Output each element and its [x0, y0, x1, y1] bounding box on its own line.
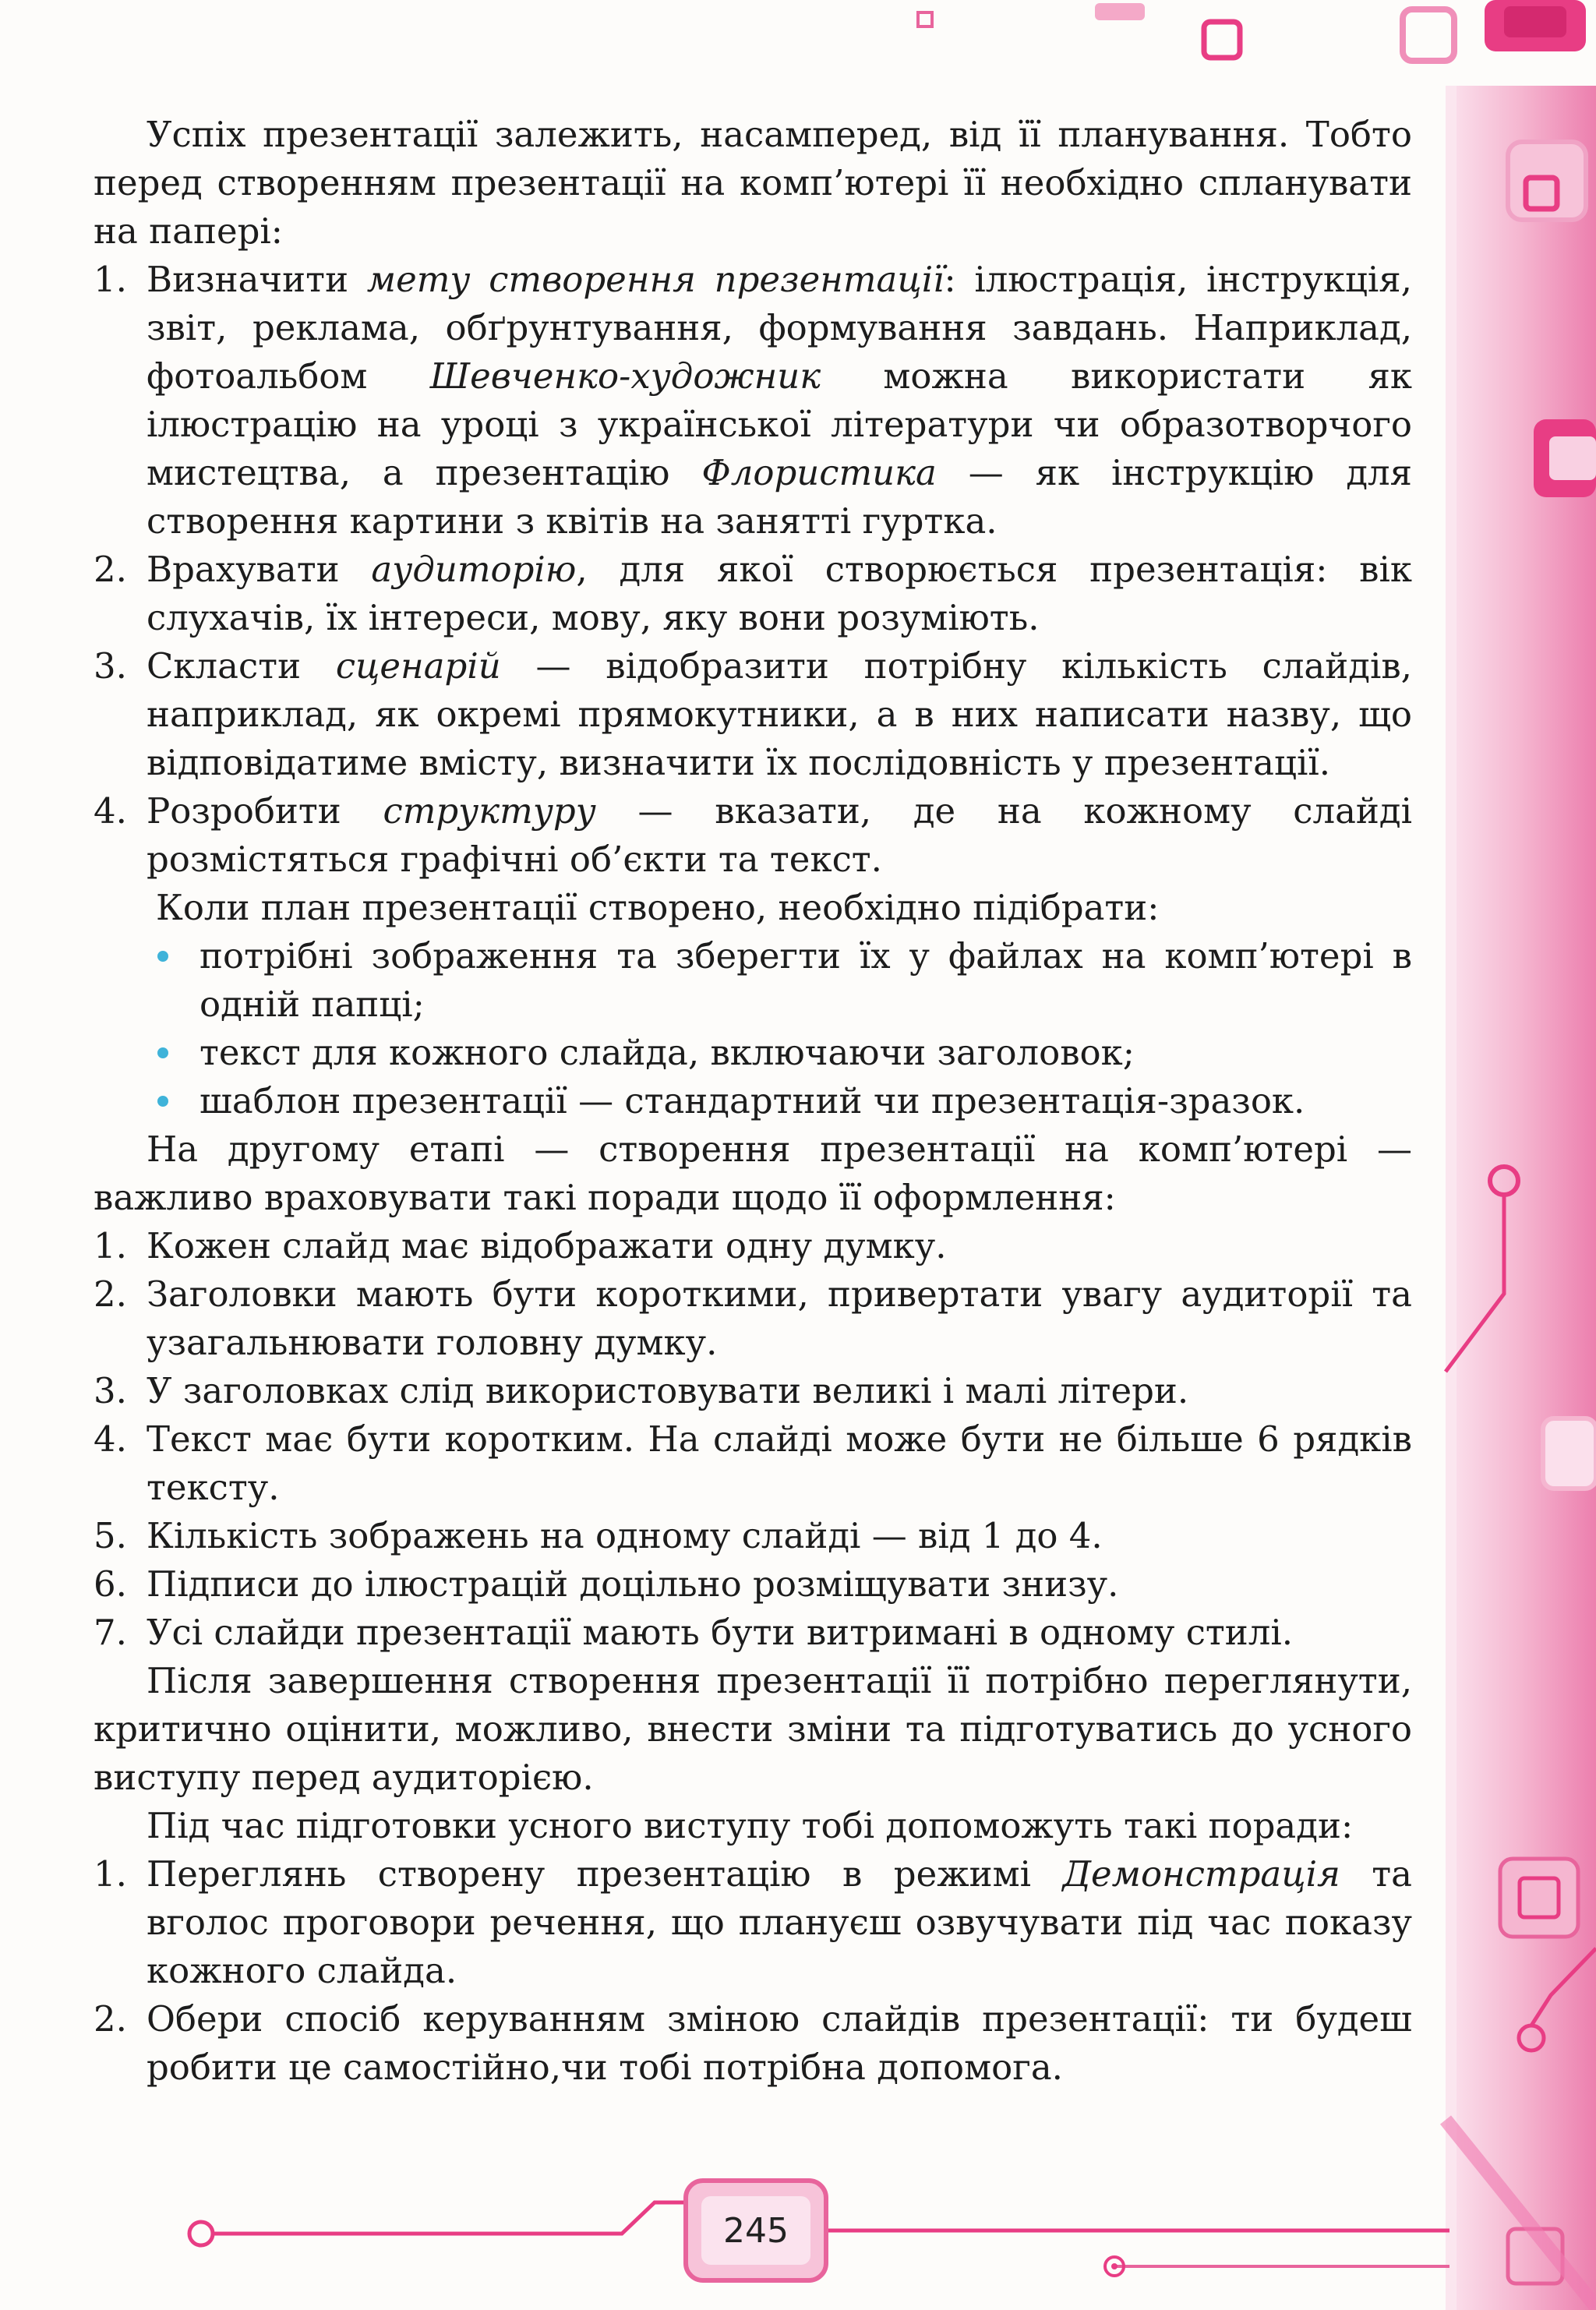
list-item: 6. Підписи до ілюстрацій доцільно розміщувати знизу. [94, 1563, 1119, 1605]
list-item: 2. Обери спосіб керуванням зміною слайдів презентації: ти будеш робити це самостійно,чи тобі потрібна допомога. [94, 1998, 1412, 2088]
list-item: 2. Заголовки мають бути короткими, привертати увагу аудиторії та узагальнювати головну думку. [94, 1273, 1412, 1363]
list-item: 1. Переглянь створену презентацію в режимі Демонстрація та вголос проговори речення, що плануєш озвучувати під час показу кожного слайда. [94, 1853, 1412, 1991]
collect-list [94, 932, 1412, 1125]
design-tips-list [94, 1222, 1412, 1657]
after-creation-paragraph: Після завершення створення презентації її потрібно переглянути, критично оцінити, можливо, внести зміни та підготуватись до усного виступу перед аудиторією. [94, 1660, 1412, 1798]
square-icon [1095, 3, 1145, 20]
planning-list [94, 256, 1412, 884]
circle-icon [189, 2222, 213, 2245]
list-item: 7. Усі слайди презентації мають бути витримані в одному стилі. [94, 1612, 1294, 1653]
bullet-icon [157, 1047, 168, 1058]
square-icon [1403, 9, 1454, 61]
stage2-paragraph: На другому етапі — створення презентації на комп’ютері — важливо враховувати такі поради щодо її оформлення: [94, 1129, 1412, 1218]
list-item: 5. Кількість зображень на одному слайді — від 1 до 4. [94, 1515, 1103, 1556]
collect-intro: Коли план презентації створено, необхідно підібрати: [156, 887, 1160, 928]
list-item: 1. Визначити мету створення презентації: ілюстрація, інструкція, звіт, реклама, обґрунтування, формування завдань. Наприклад, фотоальбом Шевченко-художник можна використати як ілюстрацію на уроці з української літератури чи образотворчого мистецтва, а презентацію Флористика — як інструкцію для створення картини з квітів на занятті гуртка. [94, 259, 1413, 542]
bullet-icon [157, 951, 168, 962]
page-body [94, 111, 1412, 2092]
bullet-icon [157, 1096, 168, 1107]
square-icon [1500, 1859, 1578, 1937]
list-item: 4. Розробити структуру — вказати, де на кожному слайді розмістяться графічні об’єкти та текст. [94, 790, 1412, 880]
speech-intro: Під час підготовки усного виступу тобі допоможуть такі поради: [147, 1805, 1354, 1846]
list-item: шаблон презентації — стандартний чи презентація-зразок. [156, 1077, 1412, 1125]
list-item: 3. Скласти сценарій — відобразити потрібну кількість слайдів, наприклад, як окремі прямокутники, а в них написати назву, що відповідатиме вмісту, визначити їх послідовність у презентації. [94, 645, 1412, 783]
intro-paragraph: Успіх презентації залежить, насамперед, від її планування. Тобто перед створенням презентації на комп’ютері її необхідно спланувати на папері: [94, 114, 1412, 252]
list-item: 2. Врахувати аудиторію, для якої створюється презентація: вік слухачів, їх інтереси, мову, яку вони розуміють. [94, 549, 1412, 638]
list-item: 1. Кожен слайд має відображати одну думку. [94, 1225, 947, 1266]
square-icon [918, 12, 932, 26]
square-icon [1204, 22, 1240, 58]
speech-tips-list [94, 1850, 1412, 2092]
list-item: 3. У заголовках слід використовувати великі і малі літери. [94, 1370, 1189, 1411]
square-icon [1543, 1418, 1596, 1489]
list-item: 4. Текст має бути коротким. На слайді може бути не більше 6 рядків тексту. [94, 1418, 1412, 1508]
list-item: потрібні зображення та зберегти їх у файлах на комп’ютері в одній папці; [156, 932, 1412, 1029]
list-item: текст для кожного слайда, включаючи заголовок; [156, 1029, 1412, 1077]
page-number: 245 [723, 2210, 789, 2251]
